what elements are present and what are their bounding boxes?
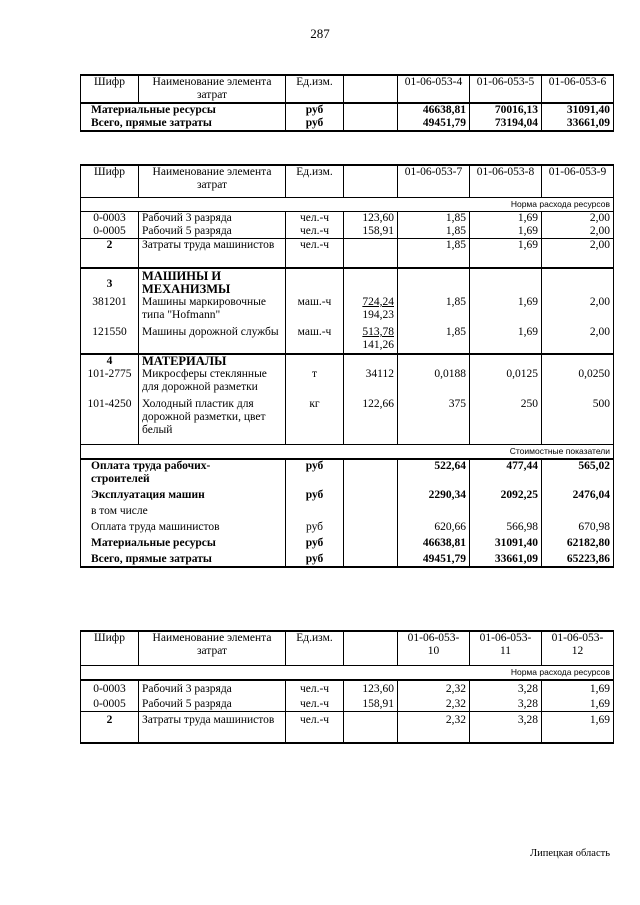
table-3: [80, 630, 614, 744]
table-row: 381201 Машины маркировочные типа "Hofmann" маш.-ч 724,24 194,23 1,85 1,69 2,00: [81, 296, 614, 322]
table-header-row: Шифр Наименование элемента затрат Ед.изм. 01-06-053- 10 01-06-053- 11 01-06-053- 12: [81, 631, 614, 665]
table-row: 0-0003 Рабочий 3 разряда чел.-ч 123,60 1,85 1,69 2,00: [81, 211, 614, 225]
header-name: Наименование элемента затрат: [139, 75, 286, 103]
page-number: 287: [310, 26, 330, 41]
table-header-row: [81, 75, 614, 103]
table-row: Оплата труда машинистов руб 620,66 566,98 670,98: [81, 518, 614, 534]
table-row: Эксплуатация машин руб 2290,34 2092,25 2476,04: [81, 489, 614, 502]
table-2: [80, 164, 614, 568]
norm-subheading-row: Норма расхода ресурсов: [81, 665, 614, 680]
footer-region: Липецкая область: [530, 848, 610, 859]
table-row: в том числе: [81, 502, 614, 518]
table-row: Материальные ресурсы руб 46638,81 70016,13 31091,40: [81, 103, 614, 117]
table-row: 0-0005 Рабочий 5 разряда чел.-ч 158,91 1,85 1,69 2,00: [81, 225, 614, 239]
norm-subheading: Норма расхода ресурсов: [81, 197, 614, 211]
table-row: 101-2775 Микросферы стеклянные для дорожной разметки т 34112 0,0188 0,0125 0,0250: [81, 368, 614, 398]
table-row: 2 Затраты труда машинистов чел.-ч 2,32 3,28 1,69: [81, 711, 614, 743]
table-row: Всего, прямые затраты руб 49451,79 33661,09 65223,86: [81, 550, 614, 567]
table-row: Всего, прямые затраты руб 49451,79 73194,04 33661,09: [81, 117, 614, 131]
table-row: 101-4250 Холодный пластик для дорожной разметки, цвет белый кг 122,66 375 250 500: [81, 398, 614, 444]
table-row: 0-0003 Рабочий 3 разряда чел.-ч 123,60 2,32 3,28 1,69: [81, 680, 614, 696]
table-row: 2 Затраты труда машинистов чел.-ч 1,85 1,69 2,00: [81, 238, 614, 268]
table-row: 121550 Машины дорожной службы маш.-ч 513,78 141,26 1,85 1,69 2,00: [81, 322, 614, 354]
cost-subheading: Стоимостные показатели: [81, 444, 614, 459]
cost-subheading-row: [81, 444, 614, 459]
norm-subheading-row: [81, 197, 614, 211]
table-row: 0-0005 Рабочий 5 разряда чел.-ч 158,91 2,32 3,28 1,69: [81, 696, 614, 712]
header-code-col: 01-06-053-4: [398, 75, 470, 103]
header-code-col: 01-06-053-6: [542, 75, 614, 103]
header-code: Шифр: [81, 75, 139, 103]
header-code-col: 01-06-053-5: [470, 75, 542, 103]
table-row: Оплата труда рабочих-строителей руб 522,64 477,44 565,02: [81, 459, 614, 489]
table-header-row: Шифр Наименование элемента затрат Ед.изм. 01-06-053-7 01-06-053-8 01-06-053-9: [81, 165, 614, 197]
section-row-materials: 4 МАТЕРИАЛЫ: [81, 354, 614, 368]
section-row-machines: 3 МАШИНЫ И МЕХАНИЗМЫ: [81, 268, 614, 296]
table-row: Материальные ресурсы руб 46638,81 31091,40 62182,80: [81, 534, 614, 550]
table-1: [80, 74, 614, 132]
header-unit: Ед.изм.: [286, 75, 344, 103]
